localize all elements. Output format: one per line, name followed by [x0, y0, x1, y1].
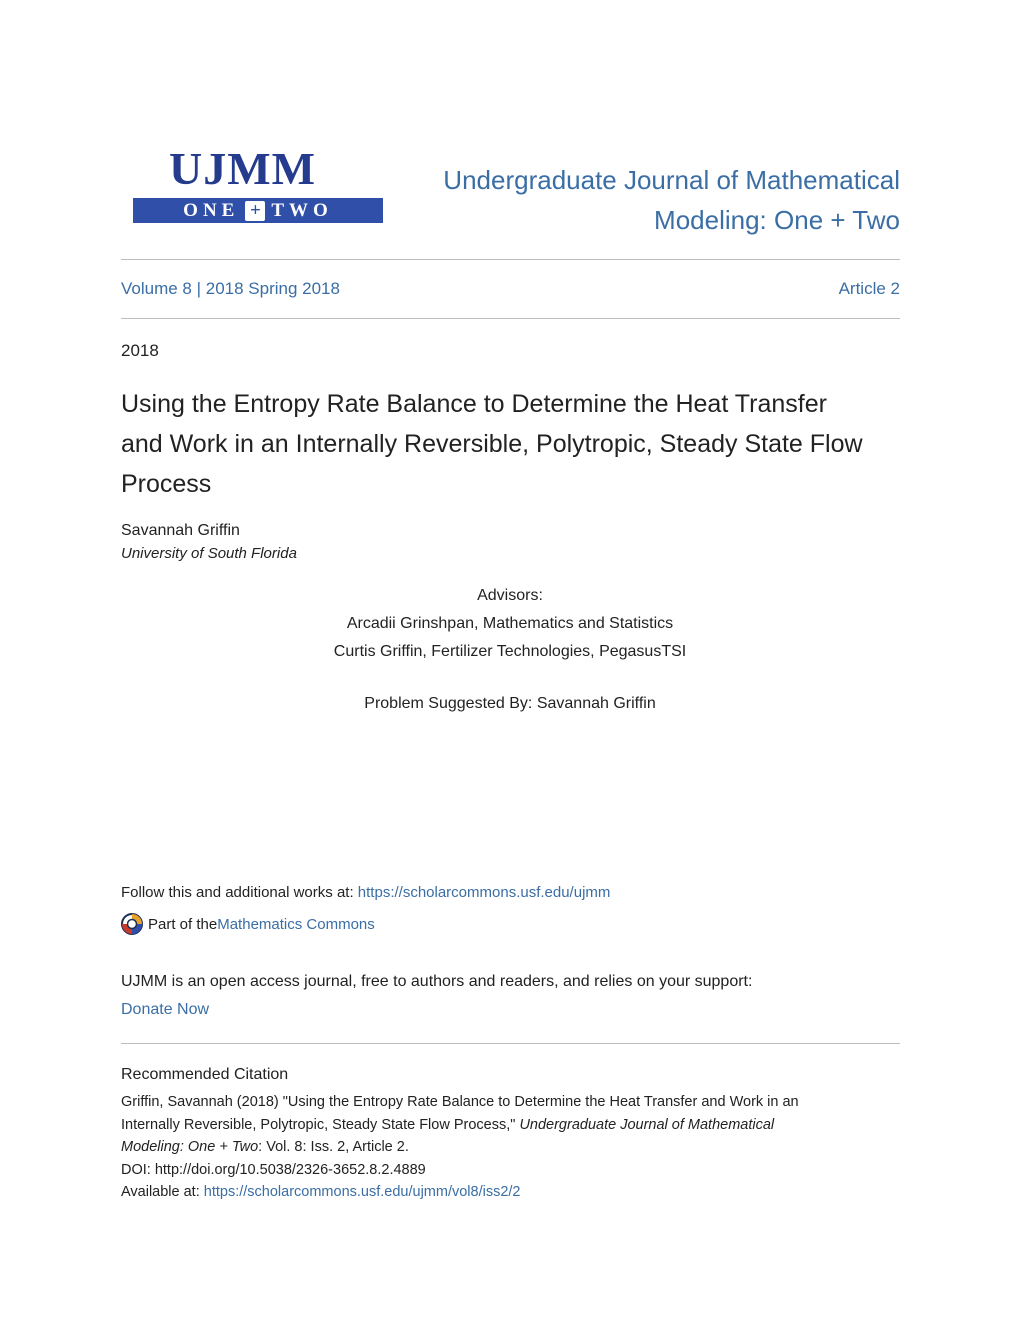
article-title-line-1: Using the Entropy Rate Balance to Determine the Heat Transfer: [121, 390, 827, 418]
logo-acronym: UJMM: [169, 143, 317, 194]
donate-now-link[interactable]: Donate Now: [121, 1001, 210, 1018]
citation-doi: DOI: http://doi.org/10.5038/2326-3652.8.2.4889: [121, 1161, 426, 1178]
divider-issue: [121, 318, 900, 319]
publication-year: 2018: [121, 341, 159, 360]
part-of-line: [121, 913, 375, 935]
logo-band-text: [183, 200, 333, 222]
citation-line-2-plain: Internally Reversible, Polytropic, Steady State Flow Process,": [121, 1116, 520, 1133]
article-title-line-2: and Work in an Internally Reversible, Polytropic, Steady State Flow: [121, 430, 863, 458]
available-link[interactable]: https://scholarcommons.usf.edu/ujmm/vol8/iss2/2: [203, 1184, 521, 1200]
divider-citation: [121, 1043, 900, 1044]
journal-title[interactable]: [380, 160, 900, 240]
logo-band: [133, 198, 383, 223]
follow-line: [121, 884, 610, 901]
author-institution: University of South Florida: [121, 545, 297, 562]
logo-band-right: TWO: [271, 199, 333, 221]
mathematics-commons-link[interactable]: Mathematics Commons: [217, 915, 375, 933]
advisor-2: Curtis Griffin, Fertilizer Technologies, PegasusTSI: [333, 643, 687, 660]
article-number-link[interactable]: Article 2: [838, 279, 900, 298]
citation-line-1: Griffin, Savannah (2018) "Using the Entropy Rate Balance to Determine the Heat Transfer and Work in an: [121, 1094, 799, 1110]
journal-logo: [121, 142, 396, 231]
citation-line-2: [121, 1114, 901, 1137]
journal-title-line-1[interactable]: Undergraduate Journal of Mathematical: [443, 165, 900, 195]
citation-available: [121, 1181, 901, 1204]
citation-line-3-italic: Modeling: One + Two: [121, 1139, 259, 1155]
available-text: Available at:: [121, 1184, 204, 1200]
advisor-1: Arcadii Grinshpan, Mathematics and Statistics: [346, 615, 674, 632]
follow-link[interactable]: https://scholarcommons.usf.edu/ujmm: [357, 884, 611, 901]
divider-top: [121, 259, 900, 260]
advisors-label: Advisors:: [477, 587, 543, 604]
citation-body: [121, 1091, 901, 1204]
citation-line-3: [121, 1136, 901, 1159]
network-commons-icon: [121, 913, 143, 935]
issue-info-link[interactable]: Volume 8 | 2018 Spring 2018: [121, 279, 340, 298]
part-of-text: Part of the: [148, 915, 218, 933]
article-title: [121, 384, 911, 504]
citation-line-2-italic: Undergraduate Journal of Mathematical: [519, 1116, 775, 1133]
journal-title-line-2[interactable]: Modeling: One + Two: [654, 205, 900, 235]
author-name: Savannah Griffin: [121, 522, 240, 539]
problem-suggested-by: Problem Suggested By: Savannah Griffin: [364, 695, 656, 712]
logo-band-left: ONE: [183, 199, 240, 221]
open-access-statement: UJMM is an open access journal, free to authors and readers, and relies on your support:: [121, 973, 753, 990]
article-title-line-3: Process: [121, 470, 212, 498]
logo-plus: +: [245, 201, 265, 221]
citation-heading: Recommended Citation: [121, 1066, 289, 1083]
citation-line-3-plain: : Vol. 8: Iss. 2, Article 2.: [258, 1139, 409, 1155]
follow-text: Follow this and additional works at:: [121, 884, 358, 901]
